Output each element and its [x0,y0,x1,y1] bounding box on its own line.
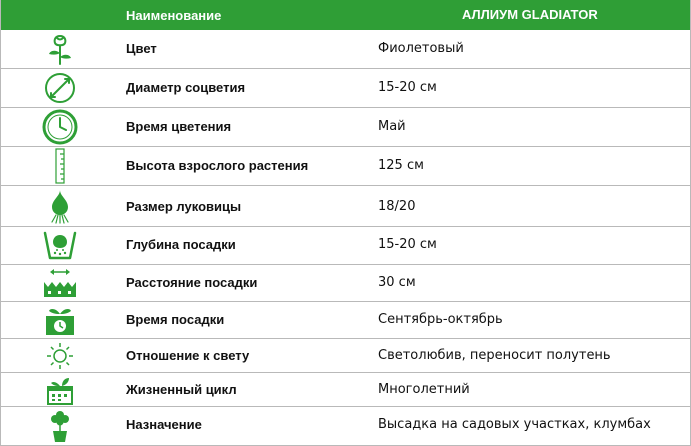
row-label-color: Цвет [126,41,157,56]
table-row-diameter [0,69,691,108]
header-name-label: Наименование [126,8,222,23]
table-row-life-cycle [0,373,691,407]
row-label-purpose: Назначение [126,417,202,432]
row-value-color: Фиолетовый [378,41,464,56]
row-label-planting-depth: Глубина посадки [126,237,236,252]
row-label-planting-time: Время посадки [126,312,225,327]
row-value-purpose: Высадка на садовых участках, клумбах [378,417,651,432]
row-value-planting-depth: 15-20 см [378,237,437,252]
table-row-light [0,339,691,373]
purpose-icon [38,409,82,443]
planting-depth-icon [38,229,82,262]
row-label-diameter: Диаметр соцветия [126,80,246,95]
table-row-planting-depth [0,227,691,265]
header-value-label: АЛЛИУМ GLADIATOR [462,7,598,22]
row-value-planting-time: Сентябрь-октябрь [378,312,503,327]
row-label-bloom-time: Время цветения [126,119,232,134]
row-value-life-cycle: Многолетний [378,382,470,397]
row-value-bulb-size: 18/20 [378,199,416,214]
planting-distance-icon [38,267,82,299]
table-row-bulb-size [0,186,691,227]
row-label-light: Отношение к свету [126,348,250,363]
clock-icon [38,110,82,144]
row-label-life-cycle: Жизненный цикл [126,382,237,397]
sun-icon [38,341,82,370]
table-row-planting-distance [0,265,691,302]
row-label-bulb-size: Размер луковицы [126,199,242,214]
row-value-light: Светолюбив, переносит полутень [378,348,611,363]
planting-time-icon [38,304,82,336]
row-value-planting-distance: 30 см [378,275,416,290]
table-row-color [0,30,691,69]
rose-icon [38,32,82,66]
table-row-purpose [0,407,691,446]
diameter-icon [38,71,82,105]
life-cycle-icon [38,374,82,405]
row-value-diameter: 15-20 см [378,80,437,95]
table-row-planting-time [0,302,691,339]
row-value-bloom-time: Май [378,119,406,134]
ruler-icon [38,149,82,183]
bulb-icon [38,188,82,224]
row-label-planting-distance: Расстояние посадки [126,275,258,290]
table-header [0,0,691,30]
table-row-bloom-time [0,108,691,147]
row-value-plant-height: 125 см [378,158,424,173]
row-label-plant-height: Высота взрослого растения [126,158,309,173]
table-row-plant-height [0,147,691,186]
